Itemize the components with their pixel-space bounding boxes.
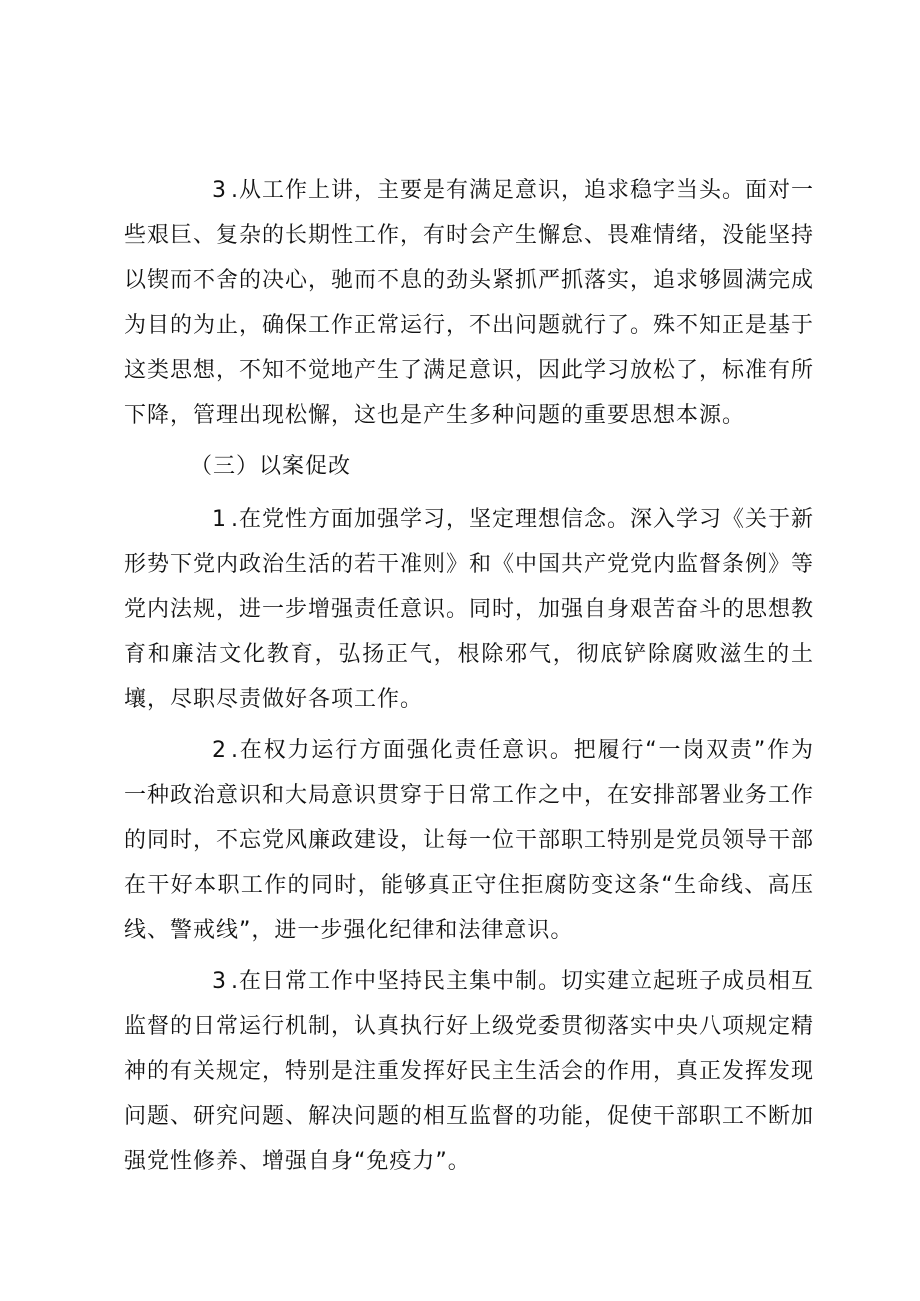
paragraph-text: .在日常工作中坚持民主集中制。切实建立起班子成员相互监督的日常运行机制，认真执行好上级党委贯彻落实中央八项规定精神的有关规定，特别是注重发挥好民主生活会的作用，真正发挥发现问题、研究问题、解决问题的相互监督的功能，促使干部职工不断加强党性修养、增强自身“免疫力”。 [124,969,815,1174]
paragraph-text: .在党性方面加强学习，坚定理想信念。深入学习《关于新形势下党内政治生活的若干准则》和《中国共产党党内监督条例》等党内法规，进一步增强责任意识。同时，加强自身艰苦奋斗的思想教育和廉洁文化教育，弘扬正气，根除邪气，彻底铲除腐败滋生的土壤，尽职尽责做好各项工作。 [124,507,815,712]
paragraph-number: 3 [212,969,227,994]
paragraph-work-satisfaction [124,168,814,438]
paragraph-number: 2 [212,738,227,763]
paragraph-number: 1 [212,507,227,532]
section-heading: （三）以案促改 [190,454,352,479]
paragraph-power-responsibility [124,728,814,953]
paragraph-text: .从工作上讲，主要是有满足意识，追求稳字当头。面对一些艰巨、复杂的长期性工作，有时会产生懈怠、畏难情绪，没能坚持以锲而不舍的决心，驰而不息的劲头紧抓严抓落实，追求够圆满完成为目的为止，确保工作正常运行，不出问题就行了。殊不知正是基于这类思想，不知不觉地产生了满足意识，因此学习放松了，标准有所下降，管理出现松懈，这也是产生多种问题的重要思想本源。 [124,178,815,428]
paragraph-party-learning [124,497,814,722]
paragraph-number: 3 [212,178,227,203]
paragraph-democratic-centralism [124,959,814,1184]
paragraph-text: .在权力运行方面强化责任意识。把履行“一岗双责”作为一种政治意识和大局意识贯穿于日常工作之中，在安排部署业务工作的同时，不忘党风廉政建设，让每一位干部职工特别是党员领导干部在干好本职工作的同时，能够真正守住拒腐防变这条“生命线、高压线、警戒线”，进一步强化纪律和法律意识。 [124,738,815,943]
document-body [124,168,814,1190]
